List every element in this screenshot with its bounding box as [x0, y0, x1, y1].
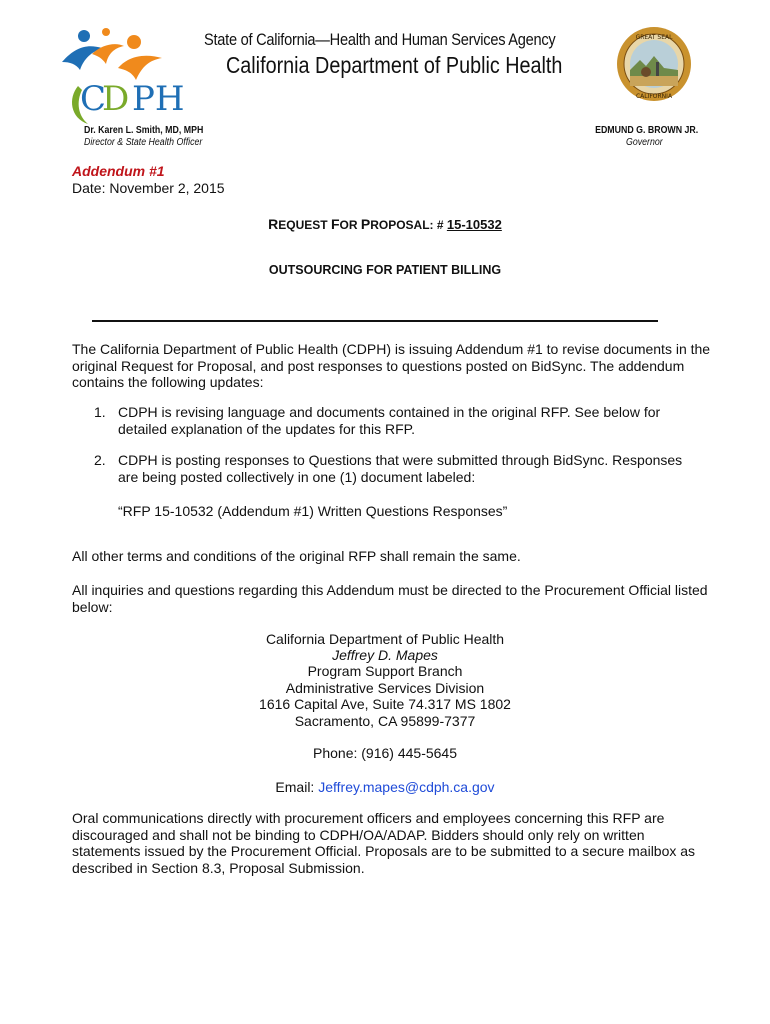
logo-text-d: D	[102, 79, 130, 119]
list-item: CDPH is posting responses to Questions that were submitted through BidSync. Responses are being posted collectively in one (1) document labeled:	[118, 452, 683, 485]
document-title: OUTSOURCING FOR PATIENT BILLING	[268, 263, 502, 277]
rfp-r: R	[268, 216, 279, 232]
divider	[92, 320, 658, 322]
document-date: Date: November 2, 2015	[72, 180, 225, 196]
quoted-document-name: “RFP 15-10532 (Addendum #1) Written Questions Responses”	[118, 503, 508, 519]
governor-title: Governor	[626, 137, 663, 148]
rfp-p: P	[360, 216, 371, 232]
contact-address-line2: Sacramento, CA 95899-7377	[294, 713, 476, 729]
rfp-number: 15-10532	[446, 217, 502, 232]
cdph-logo	[58, 24, 204, 128]
rfp-equest: EQUEST	[278, 218, 331, 232]
department-name: California Department of Public Health	[226, 52, 563, 78]
contact-org: California Department of Public Health	[265, 631, 505, 647]
list-item-number: 2.	[94, 452, 106, 468]
contact-phone: Phone: (916) 445-5645	[313, 745, 457, 761]
logo-text: C	[80, 79, 107, 119]
addendum-label: Addendum #1	[72, 163, 165, 179]
contact-branch: Program Support Branch	[307, 663, 463, 679]
rfp-heading	[0, 216, 770, 232]
rfp-roposal: ROPOSAL: #	[370, 218, 447, 232]
intro-paragraph: The California Department of Public Health (CDPH) is issuing Addendum #1 to revise documents in the original Request for Proposal, and post responses to questions posted on BidSync. The addendum contains the following updates:	[72, 341, 711, 390]
closing-paragraph: Oral communications directly with procurement officers and employees concerning this RFP are discouraged and shall not be binding to CDPH/OA/ADAP. Bidders should only rely on written statements issued by the Procurement Official. Proposals are to be submitted to a secure mailbox as described in Section 8.3, Proposal Submission.	[72, 810, 696, 876]
logo-text-ph: PH	[132, 79, 185, 119]
governor-name: EDMUND G. BROWN JR.	[594, 125, 698, 136]
email-label: Email:	[275, 779, 319, 795]
contact-email-line	[0, 779, 770, 796]
terms-paragraph: All other terms and conditions of the original RFP shall remain the same.	[72, 548, 521, 564]
inquiries-paragraph: All inquiries and questions regarding this Addendum must be directed to the Procurement Official listed below:	[72, 582, 708, 615]
email-link[interactable]: Jeffrey.mapes@cdph.ca.gov	[318, 779, 495, 795]
svg-text:GREAT SEAL: GREAT SEAL	[635, 34, 673, 41]
rfp-or: OR	[339, 218, 361, 232]
california-seal	[616, 26, 692, 102]
agency-name: State of California—Health and Human Services Agency	[204, 30, 556, 49]
contact-division: Administrative Services Division	[285, 680, 485, 696]
director-name: Dr. Karen L. Smith, MD, MPH	[84, 125, 204, 136]
svg-text:CALIFORNIA: CALIFORNIA	[635, 93, 673, 100]
director-title: Director & State Health Officer	[84, 137, 203, 148]
list-item-number: 1.	[94, 404, 106, 420]
contact-name: Jeffrey D. Mapes	[332, 647, 438, 663]
rfp-f: F	[330, 216, 340, 232]
list-item: CDPH is revising language and documents contained in the original RFP. See below for detailed explanation of the updates for this RFP.	[118, 404, 661, 437]
contact-address-line1: 1616 Capital Ave, Suite 74.317 MS 1802	[259, 696, 511, 712]
